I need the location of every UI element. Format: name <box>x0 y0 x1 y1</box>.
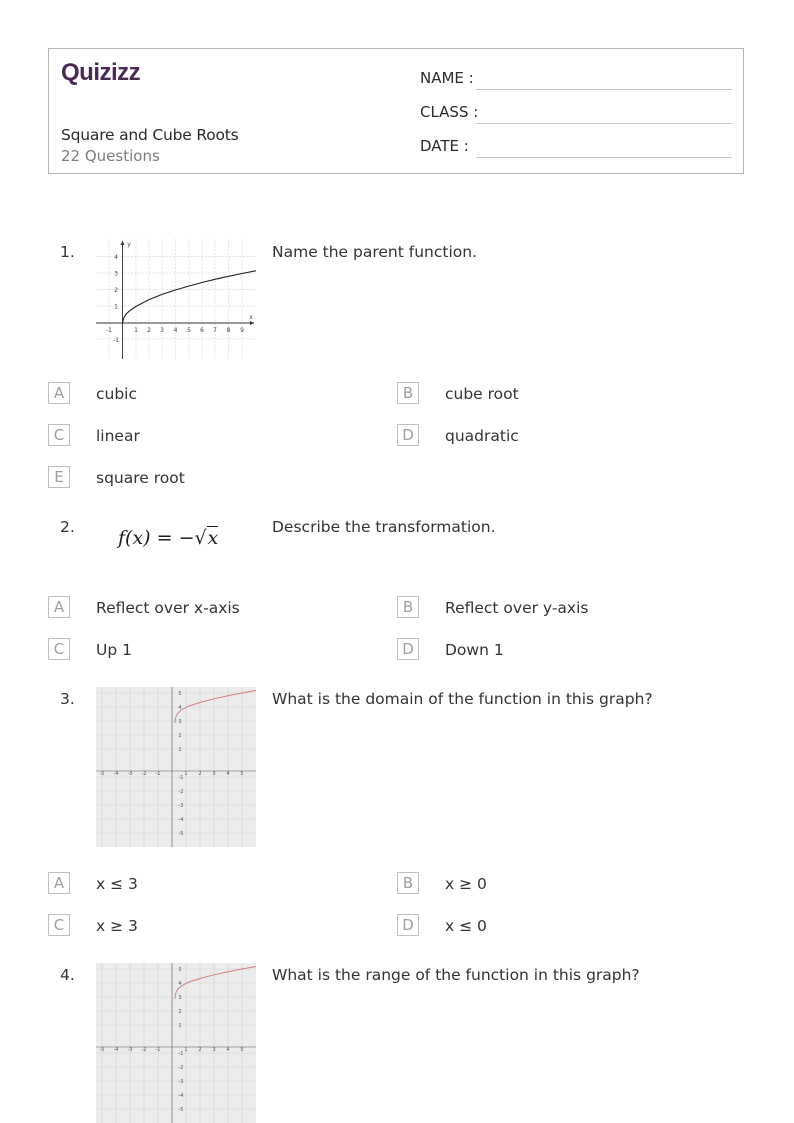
tick-label: 4 <box>226 771 230 777</box>
question-text: What is the range of the function in this graph? <box>272 966 640 984</box>
option-text[interactable]: Up 1 <box>96 641 132 659</box>
date-field[interactable] <box>476 157 732 158</box>
tick-label: -1 <box>178 775 184 781</box>
tick-label: 4 <box>178 705 182 711</box>
axis-label: y <box>127 241 131 248</box>
option-letter[interactable]: E <box>48 466 70 488</box>
tick-label: 8 <box>226 327 231 334</box>
tick-label: -5 <box>99 1047 105 1053</box>
question-number: 4. <box>60 966 75 984</box>
option-letter[interactable]: B <box>397 382 419 404</box>
tick-label: 2 <box>198 771 202 777</box>
formula-negative: − <box>178 527 195 549</box>
tick-label: 4 <box>173 327 178 334</box>
tick-label: -5 <box>178 831 184 837</box>
tick-label: -1 <box>155 1047 161 1053</box>
tick-label: -4 <box>178 817 184 823</box>
tick-label: 1 <box>178 1023 182 1029</box>
option-text[interactable]: Down 1 <box>445 641 504 659</box>
tick-label: 6 <box>200 327 204 334</box>
function-formula <box>118 527 218 549</box>
option-text[interactable]: quadratic <box>445 427 519 445</box>
question-count: 22 Questions <box>61 147 160 165</box>
tick-label: 1 <box>184 771 188 777</box>
question-text: What is the domain of the function in this graph? <box>272 690 653 708</box>
tick-label: 3 <box>178 995 182 1001</box>
option-text[interactable]: x ≥ 3 <box>96 917 138 935</box>
tick-label: 4 <box>114 254 118 261</box>
tick-label: 5 <box>178 967 182 973</box>
option-letter[interactable]: B <box>397 872 419 894</box>
option-text[interactable]: x ≤ 3 <box>96 875 138 893</box>
tick-label: -1 <box>155 771 161 777</box>
tick-label: -1 <box>113 337 119 344</box>
option-text[interactable]: linear <box>96 427 140 445</box>
axis-label: x <box>249 314 253 321</box>
option-text[interactable]: cubic <box>96 385 138 403</box>
tick-label: 2 <box>147 327 151 334</box>
tick-label: 2 <box>178 733 182 739</box>
tick-label: -4 <box>113 1047 119 1053</box>
svg-text:Quizizz: Quizizz <box>61 59 141 86</box>
tick-label: -4 <box>113 771 119 777</box>
option-letter[interactable]: A <box>48 382 70 404</box>
question-4-graph <box>96 963 256 1123</box>
tick-label: 4 <box>226 1047 230 1053</box>
option-letter[interactable]: D <box>397 914 419 936</box>
tick-label: -3 <box>178 803 184 809</box>
option-text[interactable]: x ≤ 0 <box>445 917 487 935</box>
option-letter[interactable]: B <box>397 596 419 618</box>
tick-label: -5 <box>178 1107 184 1113</box>
tick-label: -3 <box>127 1047 133 1053</box>
tick-label: 1 <box>114 303 118 311</box>
formula-equals: = <box>156 527 173 549</box>
option-letter[interactable]: C <box>48 424 70 446</box>
question-3-graph <box>96 687 256 847</box>
option-letter[interactable]: C <box>48 638 70 660</box>
tick-label: 2 <box>198 1047 202 1053</box>
tick-label: 3 <box>160 327 164 334</box>
formula-lhs: f(x) <box>118 527 151 549</box>
option-text[interactable]: square root <box>96 469 185 487</box>
tick-label: -2 <box>178 1065 184 1071</box>
question-number: 2. <box>60 518 75 536</box>
option-letter[interactable]: D <box>397 638 419 660</box>
tick-label: -2 <box>141 1047 147 1053</box>
tick-label: 1 <box>134 327 138 334</box>
tick-label: 3 <box>178 719 182 725</box>
question-text: Describe the transformation. <box>272 518 496 536</box>
tick-label: -3 <box>127 771 133 777</box>
tick-label: 9 <box>240 327 244 334</box>
option-letter[interactable]: A <box>48 596 70 618</box>
tick-label: -2 <box>141 771 147 777</box>
tick-label: 1 <box>184 1047 188 1053</box>
tick-label: 3 <box>114 270 118 278</box>
class-label: CLASS : <box>420 103 479 121</box>
tick-label: 5 <box>240 771 244 777</box>
tick-label: -1 <box>106 327 112 334</box>
tick-label: 3 <box>212 1047 216 1053</box>
quizizz-logo <box>61 59 161 87</box>
option-text[interactable]: Reflect over y-axis <box>445 599 589 617</box>
tick-label: -5 <box>99 771 105 777</box>
tick-label: 5 <box>240 1047 244 1053</box>
graph-background <box>96 239 256 359</box>
tick-label: 5 <box>178 691 182 697</box>
name-label: NAME : <box>420 69 474 87</box>
radicand: x <box>207 527 219 549</box>
option-text[interactable]: cube root <box>445 385 519 403</box>
name-field[interactable] <box>476 89 732 90</box>
tick-label: 4 <box>178 981 182 987</box>
question-number: 1. <box>60 243 75 261</box>
option-letter[interactable]: C <box>48 914 70 936</box>
option-text[interactable]: x ≥ 0 <box>445 875 487 893</box>
option-text[interactable]: Reflect over x-axis <box>96 599 240 617</box>
tick-label: -2 <box>178 789 184 795</box>
question-text: Name the parent function. <box>272 243 477 261</box>
worksheet-title: Square and Cube Roots <box>61 126 239 144</box>
option-letter[interactable]: D <box>397 424 419 446</box>
tick-label: 7 <box>213 327 217 334</box>
tick-label: -4 <box>178 1093 184 1099</box>
question-number: 3. <box>60 690 75 708</box>
tick-label: 2 <box>114 287 118 294</box>
class-field[interactable] <box>476 123 732 124</box>
tick-label: 3 <box>212 771 216 777</box>
option-letter[interactable]: A <box>48 872 70 894</box>
tick-label: -1 <box>178 1051 184 1057</box>
graph-background <box>96 963 256 1123</box>
worksheet-header <box>48 48 744 174</box>
radical-sign: √ <box>194 527 207 549</box>
tick-label: 2 <box>178 1009 182 1015</box>
tick-label: -3 <box>178 1079 184 1085</box>
tick-label: 1 <box>178 747 182 753</box>
question-1-graph <box>96 239 256 359</box>
graph-background <box>96 687 256 847</box>
date-label: DATE : <box>420 137 469 155</box>
tick-label: 5 <box>187 327 191 334</box>
